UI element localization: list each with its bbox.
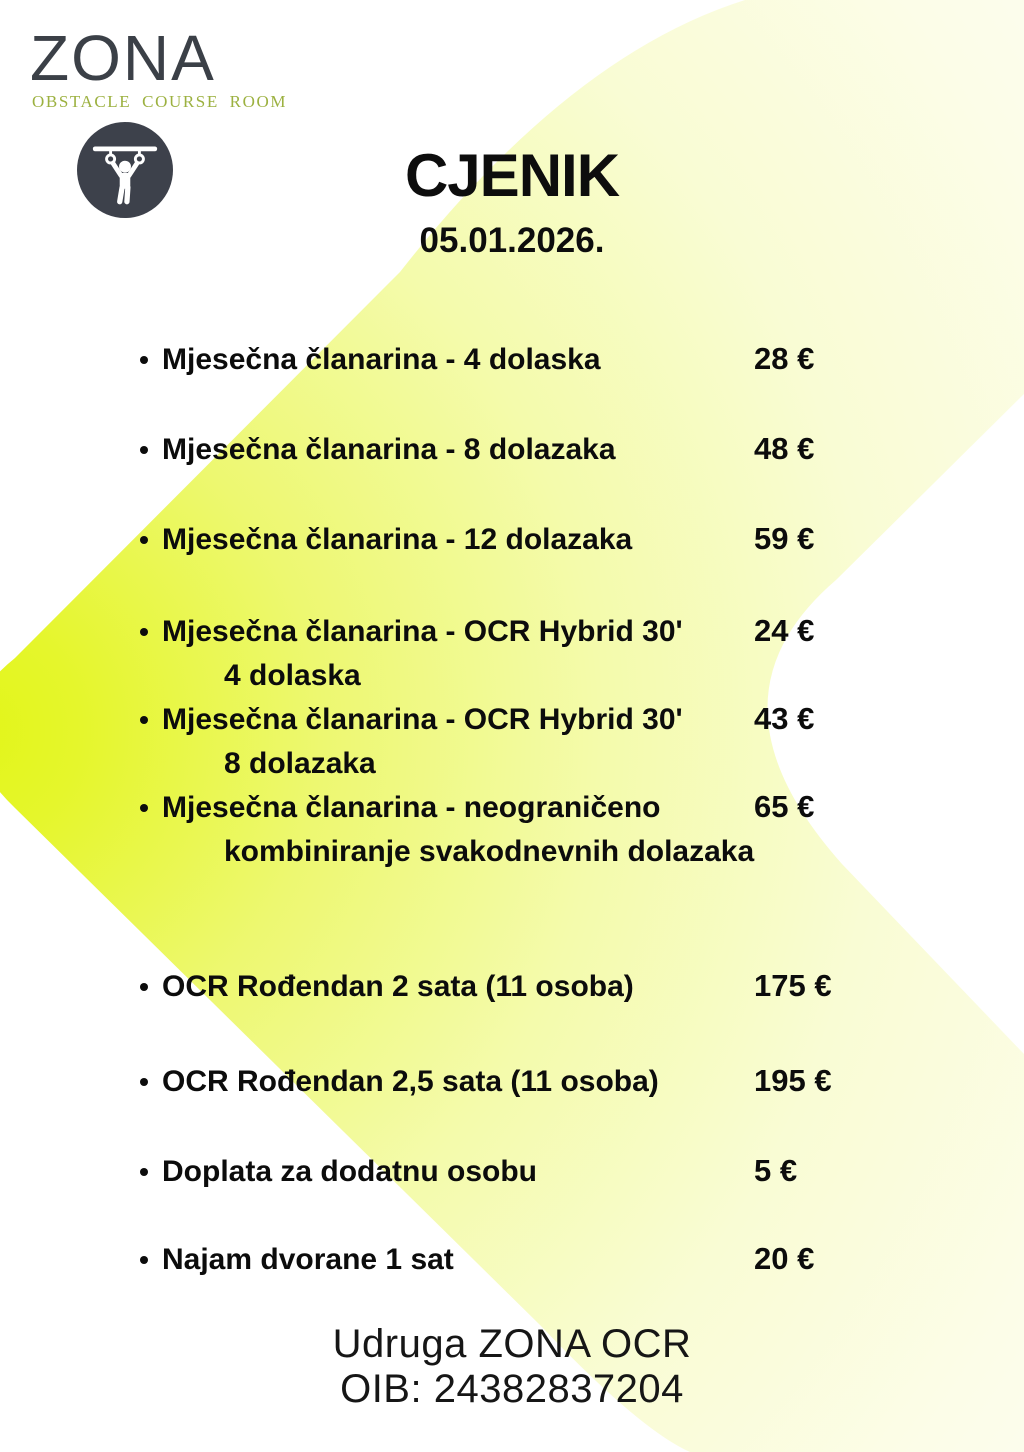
- item-label-line1: Mjesečna članarina - OCR Hybrid 30': [162, 615, 683, 648]
- page-date: 05.01.2026.: [419, 221, 605, 260]
- item-price: 5 €: [754, 1153, 798, 1188]
- price-list-item: [137, 338, 897, 382]
- price-list-item: [137, 518, 897, 562]
- item-label: OCR Rođendan 2,5 sata (11 osoba): [162, 1065, 659, 1098]
- price-list-item: [137, 965, 897, 1009]
- item-label: Doplata za dodatnu osobu: [162, 1155, 537, 1188]
- item-label: Mjesečna članarina - 8 dolazaka: [162, 433, 616, 466]
- item-price: 59 €: [754, 521, 815, 556]
- item-price: 48 €: [754, 431, 815, 466]
- bullet-icon: [140, 628, 148, 636]
- footer-oib: OIB: 24382837204: [340, 1367, 684, 1411]
- price-list-item: [137, 698, 897, 786]
- price-list-item: [137, 1060, 897, 1104]
- item-label: Mjesečna članarina - 12 dolazaka: [162, 523, 633, 556]
- item-label-line2: 4 dolaska: [224, 659, 361, 692]
- item-label: Mjesečna članarina - 4 dolaska: [162, 343, 601, 376]
- price-list-item: [137, 1150, 897, 1194]
- price-list-item: [137, 786, 897, 874]
- bullet-icon: [140, 983, 148, 991]
- footer-organization: Udruga ZONA OCR: [332, 1322, 692, 1366]
- bullet-icon: [140, 1078, 148, 1086]
- price-list-item: [137, 610, 897, 698]
- bullet-icon: [140, 446, 148, 454]
- price-list-item: [137, 1238, 897, 1282]
- item-label-line2: kombiniranje svakodnevnih dolazaka: [224, 835, 755, 868]
- footer: [0, 1322, 1024, 1412]
- item-price: 195 €: [754, 1063, 832, 1098]
- item-label: Najam dvorane 1 sat: [162, 1243, 454, 1276]
- item-label-line1: Mjesečna članarina - neograničeno: [162, 791, 661, 824]
- item-price: 43 €: [754, 701, 815, 736]
- item-price: 28 €: [754, 341, 815, 376]
- price-list-item: [137, 428, 897, 472]
- bullet-icon: [140, 1256, 148, 1264]
- item-label-line1: Mjesečna članarina - OCR Hybrid 30': [162, 703, 683, 736]
- bullet-icon: [140, 804, 148, 812]
- item-price: 65 €: [754, 789, 815, 824]
- brand-logo-text: ZONA: [30, 22, 216, 94]
- bullet-icon: [140, 716, 148, 724]
- bullet-icon: [140, 1168, 148, 1176]
- item-label-line2: 8 dolazaka: [224, 747, 376, 780]
- item-price: 20 €: [754, 1241, 815, 1276]
- bullet-icon: [140, 536, 148, 544]
- item-label: OCR Rođendan 2 sata (11 osoba): [162, 970, 634, 1003]
- bullet-icon: [140, 356, 148, 364]
- item-price: 24 €: [754, 613, 815, 648]
- brand-tagline: OBSTACLE COURSE ROOM: [32, 92, 288, 111]
- item-price: 175 €: [754, 968, 832, 1003]
- page-title: CJENIK: [404, 142, 620, 209]
